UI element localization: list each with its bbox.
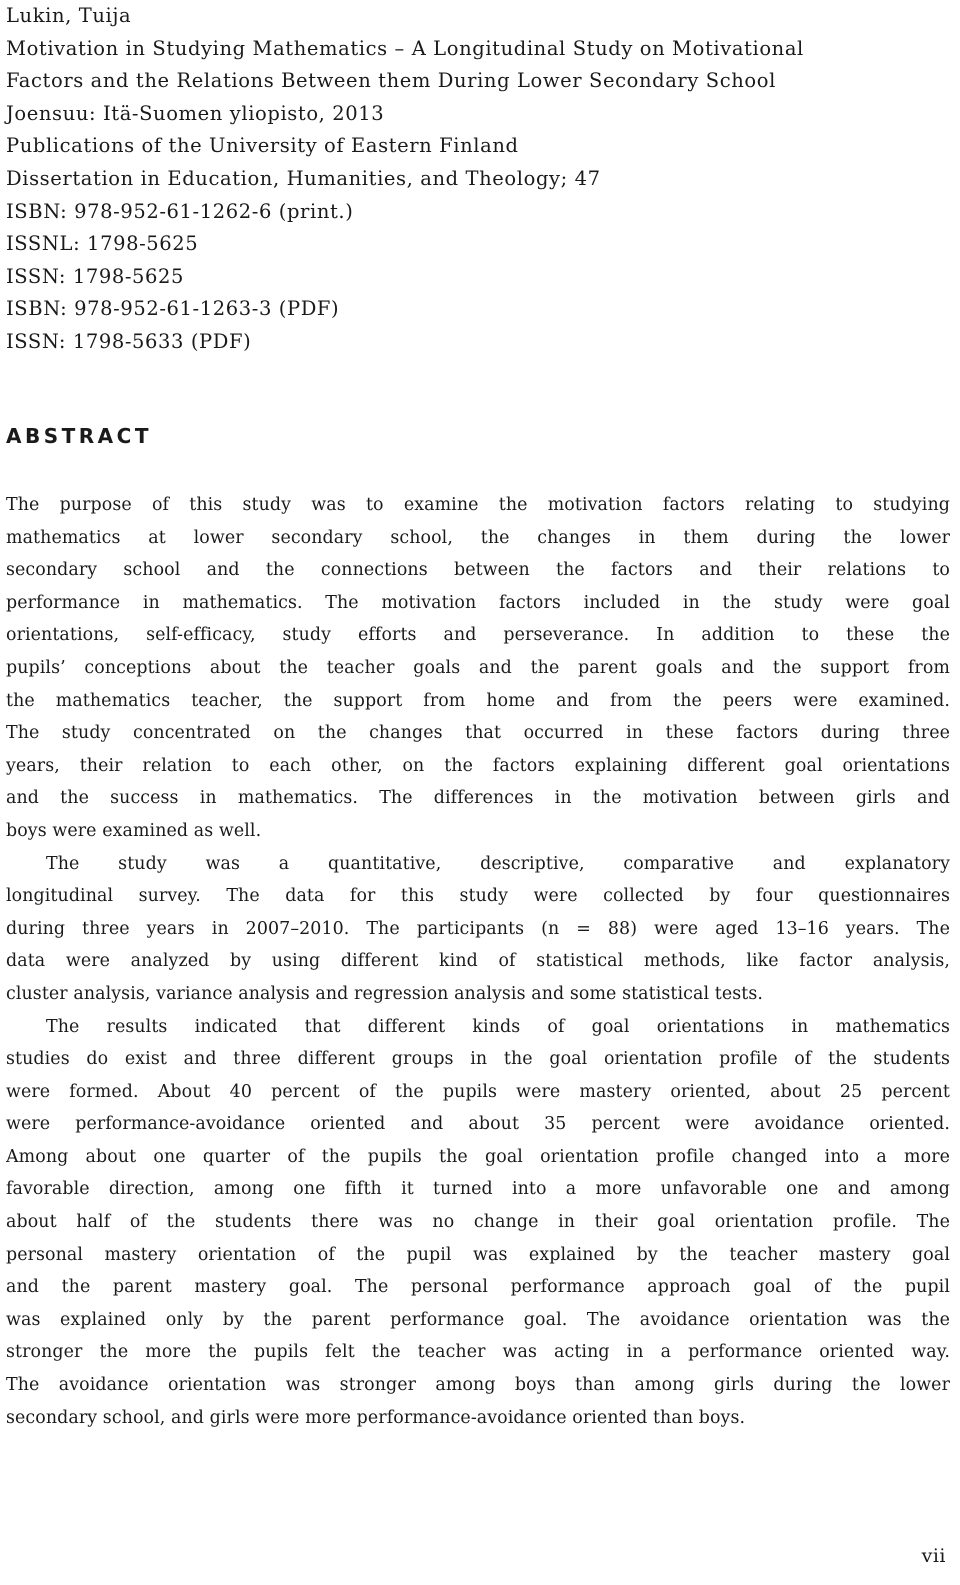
- paragraph-line: were performance-avoidance oriented and about 35 percent were avoidance oriented.: [6, 1114, 950, 1135]
- paragraph-line: stronger the more the pupils felt the teacher was acting in a performance oriented way.: [6, 1342, 950, 1363]
- paragraph-line: secondary school and the connections between the factors and their relations to: [6, 560, 950, 581]
- paragraph-line: mathematics at lower secondary school, the changes in them during the lower: [6, 527, 950, 548]
- subseries: Dissertation in Education, Humanities, and Theology; 47: [6, 166, 601, 190]
- abstract-paragraph-3: [6, 1011, 950, 1435]
- paragraph-line: performance in mathematics. The motivation factors included in the study were goal: [6, 592, 950, 613]
- issnl: ISSNL: 1798-5625: [6, 232, 199, 256]
- paragraph-line: personal mastery orientation of the pupil was explained by the teacher mastery goal: [6, 1244, 950, 1265]
- paragraph-line: boys were examined as well.: [6, 820, 262, 841]
- paragraph-line: data were analyzed by using different kind of statistical methods, like factor analysis,: [6, 951, 950, 972]
- paragraph-line: The study was a quantitative, descriptive, comparative and explanatory: [46, 853, 950, 874]
- paragraph-line: during three years in 2007–2010. The participants (n = 88) were aged 13–16 years. The: [6, 918, 950, 939]
- abstract-body: [6, 489, 950, 1434]
- paragraph-line: years, their relation to each other, on the factors explaining different goal orientations: [6, 755, 950, 776]
- author: Lukin, Tuija: [6, 4, 132, 27]
- isbn-print: ISBN: 978-952-61-1262-6 (print.): [6, 199, 354, 223]
- paragraph-line: favorable direction, among one fifth it turned into a more unfavorable one and among: [6, 1179, 950, 1200]
- paragraph-line: orientations, self-efficacy, study efforts and perseverance. In addition to these the: [6, 625, 950, 646]
- paragraph-line: studies do exist and three different groups in the goal orientation profile of the students: [6, 1049, 950, 1070]
- issn-pdf: ISSN: 1798-5633 (PDF): [6, 329, 252, 353]
- bibliographic-info: [6, 0, 950, 359]
- paragraph-line: and the parent mastery goal. The personal performance approach goal of the pupil: [6, 1277, 950, 1298]
- paragraph-line: pupils’ conceptions about the teacher goals and the parent goals and the support from: [6, 657, 950, 678]
- paragraph-line: The results indicated that different kinds of goal orientations in mathematics: [46, 1016, 950, 1037]
- paragraph-line: longitudinal survey. The data for this study were collected by four questionnaires: [6, 886, 950, 907]
- issn: ISSN: 1798-5625: [6, 264, 185, 288]
- title-line-1: Motivation in Studying Mathematics – A Longitudinal Study on Motivational: [6, 36, 804, 60]
- paragraph-line: The purpose of this study was to examine the motivation factors relating to studying: [6, 495, 950, 515]
- paragraph-line: the mathematics teacher, the support from home and from the peers were examined.: [6, 690, 950, 711]
- paragraph-line: The study concentrated on the changes that occurred in these factors during three: [6, 723, 950, 744]
- paragraph-line: Among about one quarter of the pupils the goal orientation profile changed into a more: [6, 1146, 950, 1167]
- abstract-paragraph-2: [6, 848, 950, 1011]
- paragraph-line: secondary school, and girls were more performance-avoidance oriented than boys.: [6, 1407, 746, 1428]
- page-number: vii: [921, 1545, 946, 1567]
- abstract-paragraph-1: [6, 489, 950, 848]
- paragraph-line: cluster analysis, variance analysis and regression analysis and some statistical tests.: [6, 983, 764, 1004]
- series: Publications of the University of Eastern Finland: [6, 134, 519, 158]
- isbn-pdf: ISBN: 978-952-61-1263-3 (PDF): [6, 297, 340, 321]
- title-line-2: Factors and the Relations Between them During Lower Secondary School: [6, 69, 776, 93]
- paragraph-line: about half of the students there was no change in their goal orientation profile. The: [6, 1212, 950, 1233]
- paragraph-line: was explained only by the parent performance goal. The avoidance orientation was the: [6, 1309, 950, 1330]
- publisher: Joensuu: Itä-Suomen yliopisto, 2013: [6, 101, 385, 125]
- paragraph-line: and the success in mathematics. The differences in the motivation between girls and: [6, 788, 950, 809]
- document-page: [6, 0, 950, 1428]
- abstract-heading: ABSTRACT: [6, 424, 152, 448]
- paragraph-line: The avoidance orientation was stronger among boys than among girls during the lower: [6, 1375, 950, 1396]
- paragraph-line: were formed. About 40 percent of the pupils were mastery oriented, about 25 percent: [6, 1081, 950, 1102]
